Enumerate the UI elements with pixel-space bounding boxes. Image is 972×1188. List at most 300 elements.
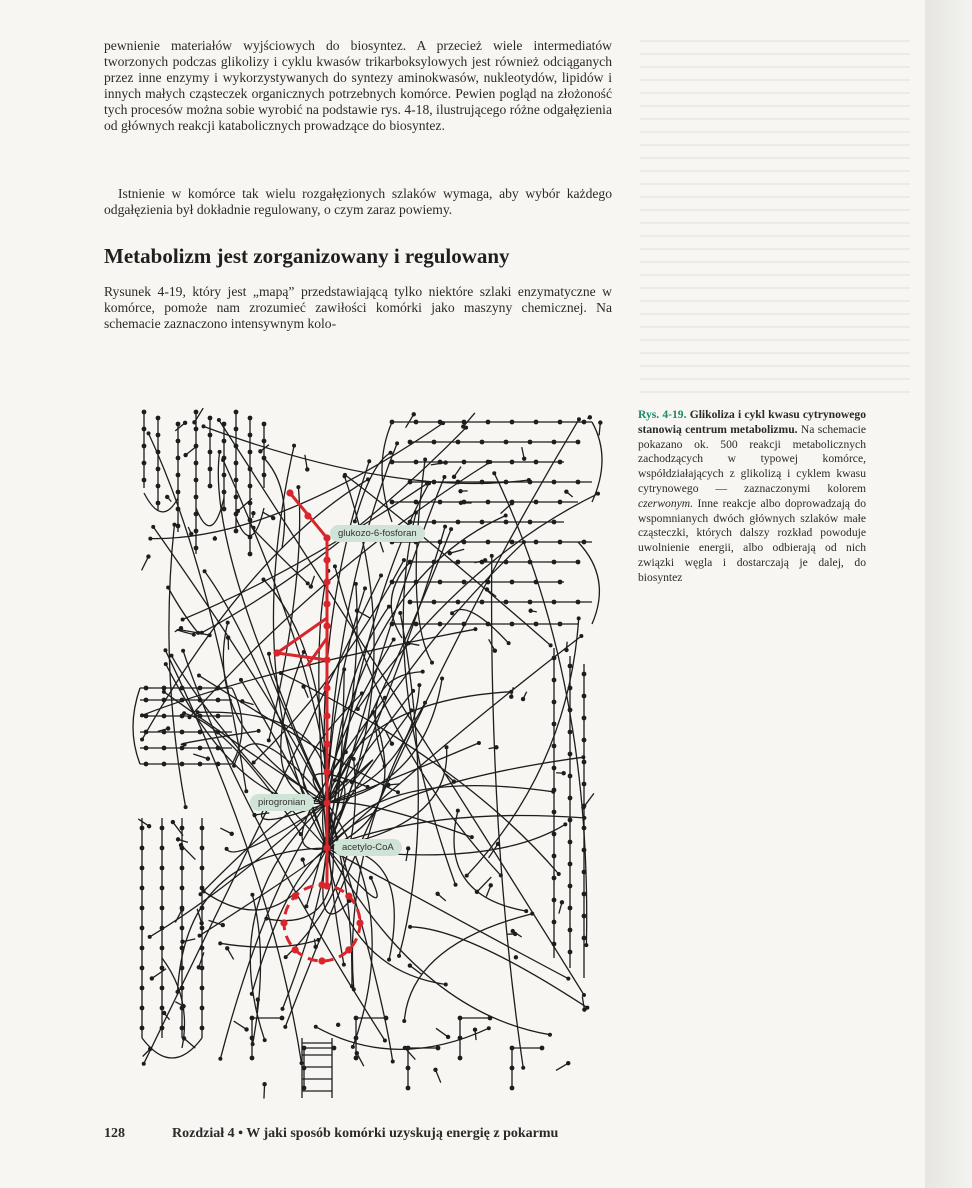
pathway-node xyxy=(252,813,256,817)
pathway-node xyxy=(548,1033,552,1037)
pathway-node xyxy=(475,890,479,894)
pathway-node xyxy=(176,490,181,495)
pathway-node xyxy=(172,523,176,527)
pathway-node xyxy=(552,854,557,859)
pathway-node xyxy=(564,490,568,494)
pathway-node xyxy=(392,637,396,641)
pathway-node xyxy=(582,760,587,765)
pathway-node xyxy=(200,866,205,871)
body-paragraph-1: pewnienie materiałów wyjściowych do biosyntez. A przecież wiele intermediatów tworzonych podczas glikolizy i cyklu kwasów trikarboksylowych jest również odciąganych przez inne enzymy i wykorzystywanych do syntezy aminokwasów, nukleotydów, lipidów i innych małych cząsteczek organicznych potrzebnych komórce. Pewien pogląd na złożoność tych procesów można sobie wyrobić na podstawie rys. 4-18, ilustrującego różne odgałęzienia od głównych reakcji katabolicznych prowadzące do biosyntez. xyxy=(104,38,612,134)
pathway-node xyxy=(216,686,221,691)
pathway-node xyxy=(552,810,557,815)
pathway-node xyxy=(166,726,170,730)
pathway-node xyxy=(176,456,181,461)
pathway-node xyxy=(499,873,503,877)
pathway-node xyxy=(492,471,496,475)
pathway-node xyxy=(561,771,565,775)
pathway-edge xyxy=(285,419,579,1027)
pathway-node xyxy=(323,578,330,585)
pathway-edge xyxy=(184,1038,195,1048)
pathway-node xyxy=(165,495,169,499)
pathway-node xyxy=(423,701,427,705)
pathway-node xyxy=(144,746,149,751)
pathway-node xyxy=(299,832,303,836)
pathway-node xyxy=(486,622,491,627)
pathway-node xyxy=(487,1026,491,1030)
chapter-title: Rozdział 4 • W jaki sposób komórki uzyskują energię z pokarmu xyxy=(172,1126,559,1141)
pathway-node xyxy=(194,546,199,551)
pathway-node xyxy=(194,512,199,517)
pathway-node xyxy=(540,1046,545,1051)
pathway-node xyxy=(406,1086,411,1091)
pathway-node xyxy=(521,1066,525,1070)
pathway-node xyxy=(279,671,283,675)
pathway-edge xyxy=(452,610,509,644)
pathway-node xyxy=(438,622,443,627)
pathway-node xyxy=(440,677,444,681)
pathway-node xyxy=(395,441,399,445)
pathway-node xyxy=(140,713,144,717)
pathway-node xyxy=(332,1046,337,1051)
pathway-node xyxy=(566,977,570,981)
pathway-node xyxy=(510,622,515,627)
pathway-node xyxy=(323,712,330,719)
pathway-node xyxy=(225,847,229,851)
pathway-node xyxy=(180,730,185,735)
figure-title: Glikoliza i cykl kwasu cytrynowego stanowią centrum metabolizmu. xyxy=(638,408,866,436)
pathway-node xyxy=(438,540,443,545)
pathway-node xyxy=(486,500,491,505)
pathway-node xyxy=(534,420,539,425)
pathway-node xyxy=(441,421,445,425)
pathway-node xyxy=(588,415,592,419)
pathway-node xyxy=(389,451,393,455)
pathway-node xyxy=(462,460,467,465)
pathway-node xyxy=(552,700,557,705)
pathway-node xyxy=(582,870,587,875)
pathway-node xyxy=(244,1027,248,1031)
pathway-node xyxy=(256,997,260,1001)
pathway-node xyxy=(452,475,456,479)
pathway-node xyxy=(486,420,491,425)
pathway-node xyxy=(568,840,573,845)
pathway-node xyxy=(156,416,161,421)
pathway-node xyxy=(194,495,199,500)
pathway-node xyxy=(551,790,555,794)
pathway-node xyxy=(162,698,167,703)
pathway-node xyxy=(473,627,477,631)
pathway-node xyxy=(140,1006,145,1011)
pathway-node xyxy=(582,672,587,677)
pathway-node xyxy=(142,1062,146,1066)
pathway-node xyxy=(390,500,395,505)
pathway-node xyxy=(142,461,147,466)
pathway-node xyxy=(140,866,145,871)
pathway-node xyxy=(162,762,167,767)
pathway-node xyxy=(534,540,539,545)
pathway-node xyxy=(390,420,395,425)
pathway-node xyxy=(406,1066,411,1071)
pathway-node xyxy=(221,923,225,927)
pathway-edge xyxy=(323,639,394,848)
pathway-node xyxy=(176,473,181,478)
pathway-node xyxy=(480,520,485,525)
pathway-node xyxy=(323,740,330,747)
pathway-node xyxy=(582,782,587,787)
pathway-node xyxy=(558,420,563,425)
pathway-node xyxy=(432,600,437,605)
pathway-node xyxy=(250,1056,255,1061)
pathway-node xyxy=(333,564,337,568)
pathway-node xyxy=(292,946,299,953)
pathway-node xyxy=(568,950,573,955)
pathway-node xyxy=(302,1086,307,1091)
pathway-node xyxy=(248,501,253,506)
pathway-node xyxy=(267,738,271,742)
pathway-node xyxy=(180,940,184,944)
pathway-node xyxy=(528,520,533,525)
pathway-node xyxy=(140,738,144,742)
pathway-node xyxy=(162,690,166,694)
pathway-node xyxy=(296,485,300,489)
pathway-node xyxy=(355,1051,359,1055)
pathway-node xyxy=(213,536,217,540)
pathway-node xyxy=(198,746,203,751)
pathway-node xyxy=(148,1047,152,1051)
pathway-node xyxy=(528,600,533,605)
pathway-node xyxy=(323,799,330,806)
pathway-node xyxy=(524,909,528,913)
pathway-node xyxy=(183,743,187,747)
pathway-node xyxy=(199,921,203,925)
pathway-node xyxy=(433,1068,437,1072)
pathway-node xyxy=(262,422,267,427)
pathway-edge xyxy=(406,414,414,427)
pathway-node xyxy=(414,580,419,585)
pathway-node xyxy=(489,883,493,887)
pathway-node xyxy=(350,780,354,784)
pathway-node xyxy=(552,722,557,727)
pathway-node xyxy=(406,641,410,645)
pathway-edge xyxy=(193,754,208,759)
pathway-node xyxy=(367,459,371,463)
pathway-node xyxy=(218,450,222,454)
pathway-node xyxy=(522,540,526,544)
pathway-node xyxy=(363,586,367,590)
pathway-node xyxy=(504,600,509,605)
pathway-edge xyxy=(142,557,149,571)
pathway-node xyxy=(234,410,239,415)
pathway-node xyxy=(216,698,221,703)
pathway-edge xyxy=(592,422,602,502)
pathway-node xyxy=(504,480,509,485)
pathway-node xyxy=(218,941,222,945)
pathway-node xyxy=(236,509,240,513)
pathway-node xyxy=(408,520,413,525)
pathway-node xyxy=(151,525,155,529)
pathway-node xyxy=(163,648,167,652)
pathway-node xyxy=(162,714,167,719)
pathway-node xyxy=(162,1011,166,1015)
pathway-node xyxy=(456,520,461,525)
pathway-node xyxy=(465,874,469,878)
pathway-node xyxy=(411,689,415,693)
pathway-node xyxy=(414,500,419,505)
pathway-node xyxy=(390,460,395,465)
page-edge-shadow xyxy=(925,0,972,1188)
pathway-node xyxy=(200,631,204,635)
pathway-node xyxy=(568,686,573,691)
pathway-node xyxy=(160,1026,165,1031)
pathway-node xyxy=(179,843,183,847)
pathway-node xyxy=(456,600,461,605)
pathway-node xyxy=(160,966,165,971)
pathway-node xyxy=(216,746,221,751)
pathway-node xyxy=(528,609,532,613)
pathway-node xyxy=(280,1007,284,1011)
pathway-node xyxy=(510,1086,515,1091)
pathway-node xyxy=(408,600,413,605)
pathway-node xyxy=(510,540,515,545)
pathway-node xyxy=(414,511,418,515)
pathway-node xyxy=(200,1026,205,1031)
pathway-node xyxy=(552,766,557,771)
pathway-edge xyxy=(220,803,327,1059)
metabolic-network-diagram xyxy=(122,398,622,1110)
pathway-edge xyxy=(357,1053,364,1066)
pathway-node xyxy=(162,730,167,735)
pathway-node xyxy=(180,762,185,767)
pathway-node xyxy=(443,525,447,529)
pathway-node xyxy=(366,785,370,789)
pathway-node xyxy=(160,846,165,851)
pathway-node xyxy=(528,560,533,565)
pathway-edge xyxy=(463,413,475,427)
pathway-node xyxy=(234,529,239,534)
pathway-node xyxy=(140,846,145,851)
pathway-node xyxy=(198,698,203,703)
section-heading: Metabolizm jest zorganizowany i regulowany xyxy=(104,244,510,268)
pathway-edge xyxy=(149,433,247,791)
pathway-node xyxy=(504,520,509,525)
pathway-node xyxy=(480,440,485,445)
pathway-node xyxy=(456,480,461,485)
pathway-node xyxy=(202,889,206,893)
pathway-node xyxy=(180,826,185,831)
pathway-node xyxy=(386,783,390,787)
pathway-node xyxy=(432,480,437,485)
pathway-node xyxy=(408,925,412,929)
pathway-node xyxy=(582,716,587,721)
pathway-node xyxy=(250,992,254,996)
pathway-node xyxy=(208,416,213,421)
pathway-node xyxy=(262,439,267,444)
pathway-node xyxy=(462,622,467,627)
pathway-node xyxy=(160,1006,165,1011)
pathway-node xyxy=(534,460,539,465)
pathway-node xyxy=(176,439,181,444)
pathway-node xyxy=(250,1036,255,1041)
pathway-edge xyxy=(327,848,550,1035)
pathway-node xyxy=(199,892,203,896)
pathway-edge xyxy=(467,618,579,875)
pathway-node xyxy=(234,444,239,449)
pathway-node xyxy=(343,473,347,477)
pathway-node xyxy=(301,684,305,688)
pathway-node xyxy=(408,480,413,485)
pathway-node xyxy=(248,416,253,421)
pathway-node xyxy=(390,622,395,627)
pathway-node xyxy=(142,427,147,432)
pathway-node xyxy=(510,1046,515,1051)
pathway-node xyxy=(179,626,183,630)
pathway-node xyxy=(521,697,525,701)
pathway-node xyxy=(222,473,227,478)
pathway-node xyxy=(144,714,149,719)
pathway-node xyxy=(182,1036,186,1040)
pathway-node xyxy=(354,1056,359,1061)
pathway-node xyxy=(194,478,199,483)
pathway-node xyxy=(371,710,375,714)
pathway-node xyxy=(558,580,563,585)
pathway-node xyxy=(197,965,201,969)
pathway-node xyxy=(200,946,205,951)
pathway-node xyxy=(333,778,337,782)
pathway-node xyxy=(432,440,437,445)
pathway-node xyxy=(456,809,460,813)
pathway-node xyxy=(192,420,196,424)
body-paragraph-2: Istnienie w komórce tak wielu rozgałęzionych szlaków wymaga, aby wybór każdego odgałęzienia był dokładnie regulowany, o czym zaraz powiemy. xyxy=(104,186,612,218)
figure-number: Rys. 4-19. xyxy=(638,408,687,421)
pathway-node xyxy=(200,1006,205,1011)
pathway-node xyxy=(217,418,221,422)
pathway-node xyxy=(267,652,271,656)
pathway-node xyxy=(222,507,227,512)
pathway-node xyxy=(314,1025,318,1029)
pathway-node xyxy=(425,482,429,486)
pathway-node xyxy=(284,955,288,959)
pathway-node xyxy=(458,1036,463,1041)
pathway-node xyxy=(557,872,561,876)
pathway-edge xyxy=(199,952,204,967)
pathway-node xyxy=(355,608,359,612)
pathway-node xyxy=(194,410,199,415)
pathway-node xyxy=(409,708,413,712)
pathway-node xyxy=(175,990,179,994)
pathway-node xyxy=(140,946,145,951)
pathway-node xyxy=(316,938,320,942)
pathway-node xyxy=(354,1016,359,1021)
pathway-node xyxy=(222,490,227,495)
pathway-node xyxy=(483,558,487,562)
pathway-node xyxy=(480,600,485,605)
pathway-node xyxy=(454,883,458,887)
pathway-node xyxy=(391,1060,395,1064)
pathway-node xyxy=(576,440,581,445)
pathway-node xyxy=(552,656,557,661)
pathway-node xyxy=(552,480,557,485)
pathway-node xyxy=(182,711,186,715)
pathway-node xyxy=(408,560,413,565)
pathway-node xyxy=(379,574,383,578)
pathway-edge xyxy=(190,462,491,717)
pathway-node xyxy=(183,421,187,425)
pathway-node xyxy=(568,818,573,823)
pathway-node xyxy=(196,631,200,635)
pathway-node xyxy=(250,1016,255,1021)
pathway-node xyxy=(342,963,346,967)
pathway-node xyxy=(206,757,210,761)
pathway-node xyxy=(390,742,394,746)
pathway-node xyxy=(408,440,413,445)
pathway-edge xyxy=(168,588,198,633)
pathway-node xyxy=(414,420,419,425)
pathway-node xyxy=(417,683,421,687)
pathway-edge xyxy=(316,1027,489,1050)
pathway-node xyxy=(160,906,165,911)
pathway-node xyxy=(318,957,325,964)
pathway-node xyxy=(180,986,185,991)
pathway-node xyxy=(552,832,557,837)
pathway-node xyxy=(528,440,533,445)
pathway-node xyxy=(504,513,508,517)
pathway-node xyxy=(140,926,145,931)
pathway-node xyxy=(576,560,581,565)
pathway-node xyxy=(300,1061,304,1065)
pathway-node xyxy=(458,1016,463,1021)
pathway-node xyxy=(181,617,185,621)
pathway-node xyxy=(323,684,330,691)
pathway-node xyxy=(200,986,205,991)
pathway-node xyxy=(436,1046,441,1051)
pathway-node xyxy=(280,1016,285,1021)
pathway-node xyxy=(582,540,587,545)
pathway-node xyxy=(318,881,325,888)
pathway-edge xyxy=(436,1028,448,1037)
pathway-node xyxy=(430,661,434,665)
pathway-node xyxy=(558,622,563,627)
pathway-node xyxy=(443,460,447,464)
pathway-node xyxy=(234,478,239,483)
pathway-node xyxy=(581,805,585,809)
pathway-node xyxy=(263,1038,267,1042)
pathway-edge xyxy=(410,927,587,1008)
pathway-node xyxy=(522,456,526,460)
pathway-node xyxy=(313,945,317,949)
pathway-node xyxy=(150,976,154,980)
pathway-node xyxy=(302,650,306,654)
pathway-node xyxy=(510,420,515,425)
pathway-node xyxy=(301,857,305,861)
pathway-node xyxy=(273,649,280,656)
pathway-node xyxy=(390,580,395,585)
pathway-node xyxy=(160,926,165,931)
pathway-node xyxy=(336,1023,340,1027)
page-footer xyxy=(104,1126,664,1142)
pathway-edge xyxy=(450,549,464,553)
pathway-node xyxy=(258,449,262,453)
pathway-node xyxy=(456,560,461,565)
pathway-node xyxy=(180,926,185,931)
pathway-node xyxy=(534,622,539,627)
pathway-node xyxy=(530,912,534,916)
pathway-node xyxy=(208,433,213,438)
pathway-node xyxy=(444,983,448,987)
pathway-edge xyxy=(200,848,328,936)
pathway-node xyxy=(252,760,256,764)
pathway-node xyxy=(187,715,191,719)
pathway-node xyxy=(558,500,563,505)
